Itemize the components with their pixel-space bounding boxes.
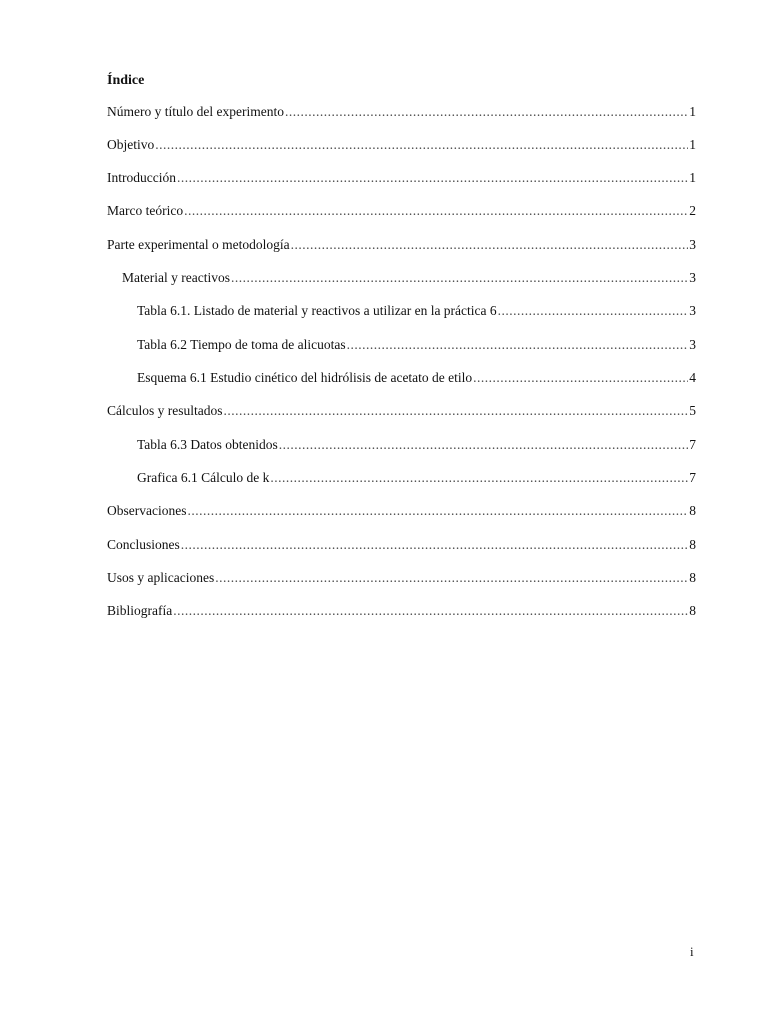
toc-entry[interactable] xyxy=(107,502,696,520)
toc-leader-dots xyxy=(347,336,689,354)
toc-title: Índice xyxy=(107,73,145,88)
toc-entry[interactable] xyxy=(107,602,696,620)
toc-leader-dots xyxy=(231,269,688,287)
toc-entry-text: Número y título del experimento xyxy=(107,104,284,119)
toc-entry[interactable] xyxy=(137,336,696,354)
toc-entry[interactable] xyxy=(107,569,696,587)
toc-entry[interactable] xyxy=(107,202,696,220)
toc-entry-text: Esquema 6.1 Estudio cinético del hidrólisis de acetato de etilo xyxy=(137,370,473,385)
page-number: i xyxy=(690,944,694,959)
toc-entry[interactable] xyxy=(107,236,696,254)
toc-entry-text: Usos y aplicaciones xyxy=(107,570,215,585)
toc-entry-page: 1 xyxy=(689,104,696,119)
toc-leader-dots xyxy=(285,103,688,121)
toc-entry-text: Material y reactivos xyxy=(122,270,230,285)
toc-leader-dots xyxy=(270,469,688,487)
toc-entry-text: Tabla 6.3 Datos obtenidos xyxy=(137,437,278,452)
toc-entry-page: 1 xyxy=(689,170,696,185)
toc-entry-text: Grafica 6.1 Cálculo de k xyxy=(137,470,270,485)
toc-entry-page: 3 xyxy=(689,270,696,285)
toc-entry-text: Marco teórico xyxy=(107,203,184,218)
toc-entry[interactable] xyxy=(137,469,696,487)
toc-entry-page: 4 xyxy=(689,370,696,385)
toc-entry-text: Introducción xyxy=(107,170,176,185)
toc-entry-text: Tabla 6.1. Listado de material y reactivos a utilizar en la práctica 6 xyxy=(137,303,497,318)
toc-entry-text: Conclusiones xyxy=(107,537,180,552)
toc-entry-page: 8 xyxy=(689,570,696,585)
toc-entry-page: 3 xyxy=(689,303,696,318)
toc-entry[interactable] xyxy=(137,302,696,320)
toc-leader-dots xyxy=(173,602,688,620)
toc-leader-dots xyxy=(279,436,688,454)
toc-entry[interactable] xyxy=(122,269,696,287)
toc-entry-page: 7 xyxy=(689,470,696,485)
toc-entry-text: Objetivo xyxy=(107,137,155,152)
toc-leader-dots xyxy=(187,502,688,520)
toc-entry-text: Observaciones xyxy=(107,503,187,518)
toc-leader-dots xyxy=(498,302,689,320)
toc-entry-page: 5 xyxy=(689,403,696,418)
toc-leader-dots xyxy=(473,369,688,387)
toc-entry-page: 3 xyxy=(689,337,696,352)
toc-leader-dots xyxy=(184,202,688,220)
toc-leader-dots xyxy=(215,569,688,587)
toc-entry[interactable] xyxy=(137,436,696,454)
toc-entry[interactable] xyxy=(137,369,696,387)
toc-leader-dots xyxy=(177,169,688,187)
toc-leader-dots xyxy=(181,536,689,554)
toc-entry-page: 8 xyxy=(689,603,696,618)
toc-leader-dots xyxy=(291,236,689,254)
toc-entry[interactable] xyxy=(107,169,696,187)
toc-leader-dots xyxy=(223,402,688,420)
toc-entry-page: 8 xyxy=(689,503,696,518)
toc-entry-text: Parte experimental o metodología xyxy=(107,237,290,252)
toc-entry[interactable] xyxy=(107,536,696,554)
toc-entry-page: 1 xyxy=(689,137,696,152)
toc-entry[interactable] xyxy=(107,136,696,154)
toc-entry[interactable] xyxy=(107,103,696,121)
toc-entry-page: 8 xyxy=(689,537,696,552)
toc-entry-page: 2 xyxy=(689,203,696,218)
toc-entry[interactable] xyxy=(107,402,696,420)
toc-entry-page: 7 xyxy=(689,437,696,452)
toc-entry-text: Cálculos y resultados xyxy=(107,403,223,418)
toc-entry-text: Bibliografía xyxy=(107,603,173,618)
toc-entry-text: Tabla 6.2 Tiempo de toma de alicuotas xyxy=(137,337,346,352)
toc-entry-page: 3 xyxy=(689,237,696,252)
toc-leader-dots xyxy=(155,136,688,154)
